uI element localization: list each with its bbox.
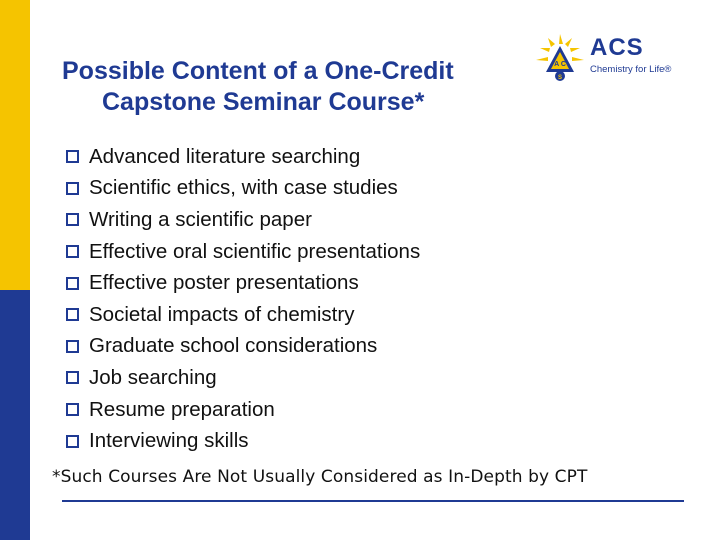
list-item bbox=[66, 425, 420, 457]
list-item bbox=[66, 331, 420, 363]
list-item bbox=[66, 173, 420, 205]
list-item-text: Advanced literature searching bbox=[89, 144, 361, 168]
list-item bbox=[66, 267, 420, 299]
list-item-text: Job searching bbox=[89, 365, 217, 389]
list-item-text: Scientific ethics, with case studies bbox=[89, 176, 398, 200]
list-item bbox=[66, 362, 420, 394]
list-item bbox=[66, 394, 420, 426]
checkbox-bullet-icon bbox=[66, 340, 79, 353]
acs-logo bbox=[532, 32, 692, 84]
list-item-text: Effective poster presentations bbox=[89, 271, 359, 295]
list-item-text: Effective oral scientific presentations bbox=[89, 239, 421, 263]
title-line-1: Possible Content of a One-Credit bbox=[62, 57, 454, 85]
list-item-text: Resume preparation bbox=[89, 397, 275, 421]
list-item-text: Writing a scientific paper bbox=[89, 207, 312, 231]
list-item-text: Societal impacts of chemistry bbox=[89, 302, 355, 326]
topic-list bbox=[66, 141, 420, 457]
list-item bbox=[66, 141, 420, 173]
list-item bbox=[66, 236, 420, 268]
slide-title bbox=[62, 56, 542, 118]
checkbox-bullet-icon bbox=[66, 245, 79, 258]
checkbox-bullet-icon bbox=[66, 213, 79, 226]
checkbox-bullet-icon bbox=[66, 371, 79, 384]
checkbox-bullet-icon bbox=[66, 150, 79, 163]
checkbox-bullet-icon bbox=[66, 308, 79, 321]
list-item bbox=[66, 204, 420, 236]
list-item bbox=[66, 299, 420, 331]
logo-wordmark: ACS bbox=[590, 34, 644, 61]
svg-text:S: S bbox=[557, 75, 563, 81]
svg-text:A C: A C bbox=[554, 61, 566, 68]
footnote: *Such Courses Are Not Usually Considered as In-Depth by CPT bbox=[52, 467, 588, 487]
list-item-text: Graduate school considerations bbox=[89, 334, 378, 358]
checkbox-bullet-icon bbox=[66, 435, 79, 448]
footer-divider bbox=[62, 500, 684, 502]
acs-emblem-icon bbox=[532, 32, 588, 82]
left-sidebar-accent bbox=[0, 0, 30, 290]
logo-tagline: Chemistry for Life® bbox=[590, 64, 672, 75]
checkbox-bullet-icon bbox=[66, 182, 79, 195]
title-line-2: Capstone Seminar Course* bbox=[102, 88, 425, 116]
checkbox-bullet-icon bbox=[66, 403, 79, 416]
checkbox-bullet-icon bbox=[66, 277, 79, 290]
list-item-text: Interviewing skills bbox=[89, 429, 249, 453]
